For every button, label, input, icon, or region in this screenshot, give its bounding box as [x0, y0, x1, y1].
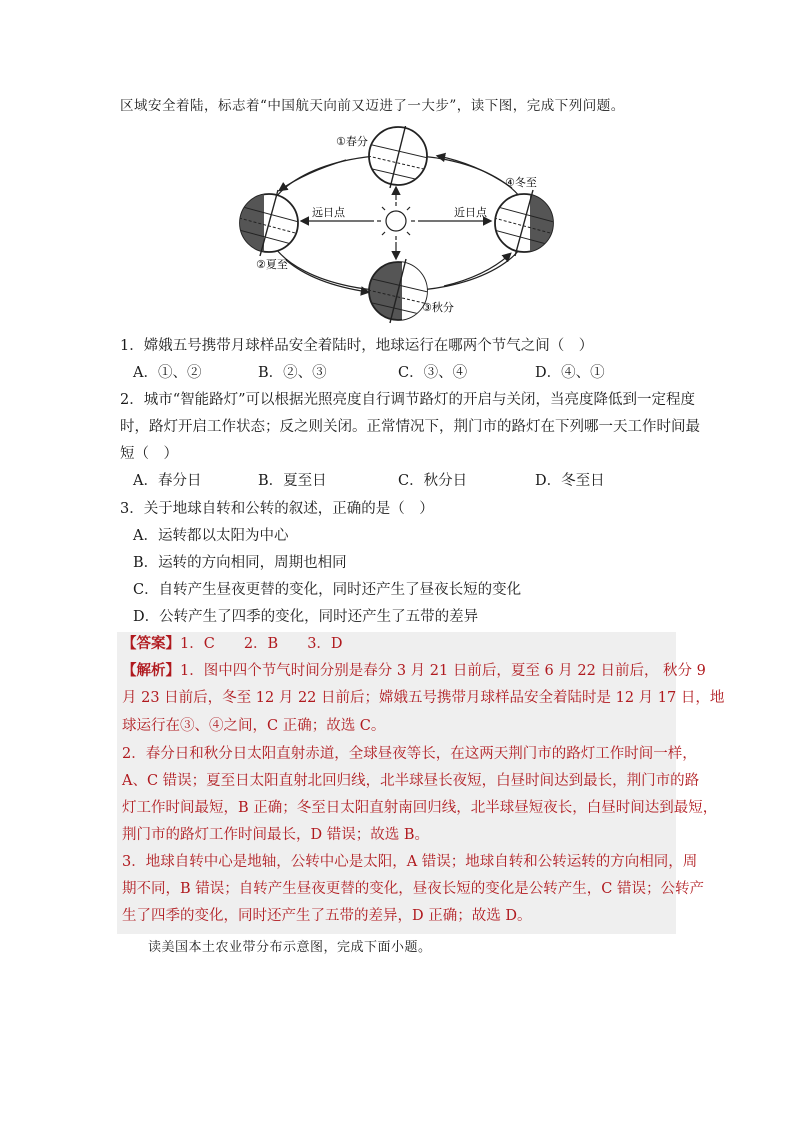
analysis-line-7: 荆门市的路灯工作时间最长，D 错误；故选 B。: [122, 827, 429, 843]
q2-option-b: B．夏至日: [258, 473, 327, 489]
q2-option-a: A．春分日: [133, 473, 202, 489]
answer-tag: 【答案】: [122, 635, 180, 652]
earth-orbit-diagram: [228, 126, 568, 328]
label-perihelion: 近日点: [454, 206, 487, 219]
question-1-stem: 1．嫦娥五号携带月球样品安全着陆时，地球运行在哪两个节气之间（ ）: [120, 338, 594, 354]
question-2-line-3: 短（ ）: [120, 446, 178, 462]
question-2-line-1: 2．城市“智能路灯”可以根据光照亮度自行调节路灯的开启与关闭，当亮度降低到一定程度: [120, 392, 696, 408]
earth-summer: [239, 190, 299, 256]
analysis-line-8: 3．地球自转中心是地轴，公转中心是太阳，A 错误；地球自转和公转运转的方向相同，周: [122, 854, 698, 870]
label-autumn: ③秋分: [422, 301, 454, 314]
q1-option-a: A．①、②: [133, 365, 202, 381]
q2-option-d: D．冬至日: [535, 473, 605, 489]
answer-text: 1．C 2．B 3．D: [180, 636, 343, 652]
sun-icon: [377, 202, 415, 240]
answer-line: [122, 634, 343, 654]
analysis-line-9: 期不同，B 错误；自转产生昼夜更替的变化，昼夜长短的变化是公转产生，C 错误；公转产: [122, 881, 704, 897]
next-section-intro: 读美国本土农业带分布示意图，完成下面小题。: [148, 940, 432, 955]
q3-option-c: C．自转产生昼夜更替的变化，同时还产生了昼夜长短的变化: [133, 582, 522, 598]
earth-winter: [494, 190, 554, 256]
earth-spring: [368, 126, 428, 188]
analysis-line-10: 生了四季的变化，同时还产生了五带的差异，D 正确；故选 D。: [122, 908, 532, 924]
question-2-line-2: 时，路灯开启工作状态；反之则关闭。正常情况下，荆门市的路灯在下列哪一天工作时间最: [120, 419, 700, 435]
analysis-line-4: 2．春分日和秋分日太阳直射赤道，全球昼夜等长，在这两天荆门市的路灯工作时间一样，: [122, 746, 697, 762]
analysis-line-6: 灯工作时间最短，B 正确；冬至日太阳直射南回归线，北半球昼短夜长，白昼时间达到最短，: [122, 800, 718, 816]
q3-option-d: D．公转产生了四季的变化，同时还产生了五带的差异: [133, 609, 479, 625]
analysis-tag: 【解析】: [122, 662, 180, 679]
analysis-line-3: 球运行在③、④之间，C 正确；故选 C。: [122, 718, 386, 734]
question-3-stem: 3．关于地球自转和公转的叙述，正确的是（ ）: [120, 501, 434, 517]
q1-option-b: B．②、③: [258, 365, 327, 381]
q2-option-c: C．秋分日: [398, 473, 468, 489]
analysis-line-5: A、C 错误；夏至日太阳直射北回归线，北半球昼长夜短，白昼时间达到最长，荆门市的路: [122, 773, 700, 789]
q3-option-a: A．运转都以太阳为中心: [133, 528, 289, 544]
label-summer: ②夏至: [256, 258, 288, 271]
q3-option-b: B．运转的方向相同，周期也相同: [133, 555, 347, 571]
analysis-line-1: 【解析】1．图中四个节气时间分别是春分 3 月 21 日前后，夏至 6 月 22 日前后， 秋分 9: [122, 662, 706, 679]
label-aphelion: 远日点: [312, 206, 345, 219]
q1-option-d: D．④、①: [535, 365, 605, 381]
analysis-line-2: 月 23 日前后，冬至 12 月 22 日前后；嫦娥五号携带月球样品安全着陆时是 12 月 17 日，地: [122, 690, 725, 706]
label-spring: ①春分: [336, 135, 368, 148]
label-winter: ④冬至: [505, 176, 537, 189]
q1-option-c: C．③、④: [398, 365, 468, 381]
intro-text: 区域安全着陆，标志着“中国航天向前又迈进了一大步”，读下图，完成下列问题。: [120, 98, 625, 114]
